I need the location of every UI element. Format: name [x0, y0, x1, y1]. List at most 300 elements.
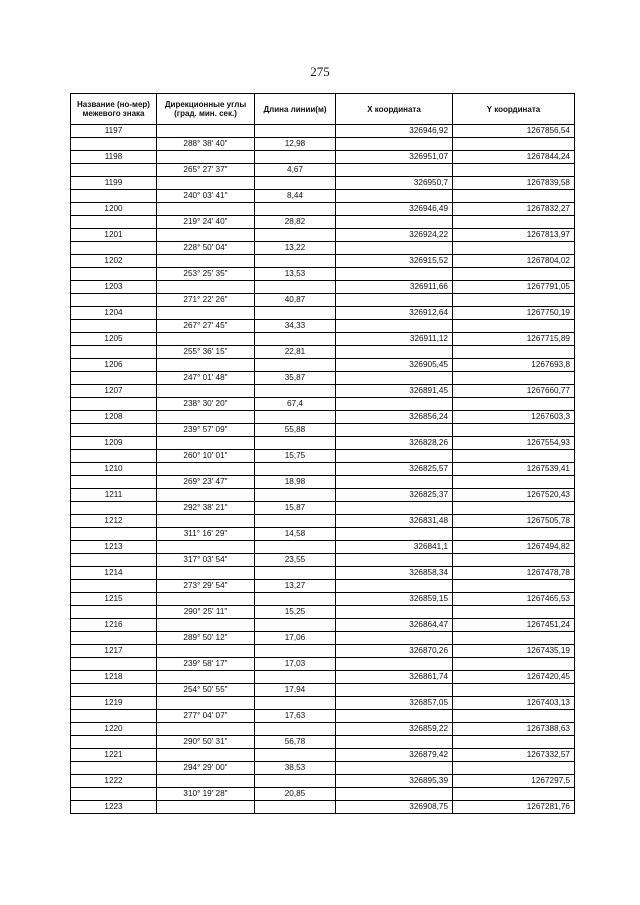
empty-cell	[255, 203, 336, 216]
y-coordinate: 1267403,13	[453, 697, 575, 710]
table-row	[71, 671, 575, 684]
line-length: 15,75	[255, 450, 336, 463]
table-row	[71, 658, 575, 671]
y-coordinate: 1267505,78	[453, 515, 575, 528]
empty-cell	[255, 645, 336, 658]
table-row	[71, 372, 575, 385]
direction-angle: 260° 10' 01"	[157, 450, 255, 463]
table-row	[71, 541, 575, 554]
point-name: 1198	[71, 151, 157, 164]
empty-cell	[71, 476, 157, 489]
line-length: 17,63	[255, 710, 336, 723]
empty-cell	[336, 268, 453, 281]
table-row	[71, 151, 575, 164]
table-row	[71, 190, 575, 203]
table-row	[71, 632, 575, 645]
table-row	[71, 697, 575, 710]
line-length: 28,82	[255, 216, 336, 229]
y-coordinate: 1267420,45	[453, 671, 575, 684]
table-row	[71, 125, 575, 138]
empty-cell	[157, 281, 255, 294]
empty-cell	[157, 203, 255, 216]
table-row	[71, 359, 575, 372]
empty-cell	[71, 606, 157, 619]
direction-angle: 271° 22' 26"	[157, 294, 255, 307]
empty-cell	[255, 801, 336, 814]
x-coordinate: 326831,48	[336, 515, 453, 528]
empty-cell	[336, 580, 453, 593]
empty-cell	[255, 515, 336, 528]
empty-cell	[336, 372, 453, 385]
point-name: 1200	[71, 203, 157, 216]
line-length: 15,25	[255, 606, 336, 619]
point-name: 1216	[71, 619, 157, 632]
empty-cell	[336, 320, 453, 333]
empty-cell	[71, 424, 157, 437]
empty-cell	[255, 359, 336, 372]
empty-cell	[157, 333, 255, 346]
line-length: 55,88	[255, 424, 336, 437]
table-row	[71, 749, 575, 762]
empty-cell	[453, 216, 575, 229]
empty-cell	[336, 762, 453, 775]
y-coordinate: 1267660,77	[453, 385, 575, 398]
table-row	[71, 281, 575, 294]
line-length: 4,67	[255, 164, 336, 177]
empty-cell	[336, 658, 453, 671]
y-coordinate: 1267844,24	[453, 151, 575, 164]
empty-cell	[336, 684, 453, 697]
empty-cell	[157, 489, 255, 502]
direction-angle: 254° 50' 55"	[157, 684, 255, 697]
empty-cell	[157, 801, 255, 814]
direction-angle: 228° 50' 04"	[157, 242, 255, 255]
x-coordinate: 326859,22	[336, 723, 453, 736]
line-length: 8,44	[255, 190, 336, 203]
empty-cell	[255, 723, 336, 736]
y-coordinate: 1267520,43	[453, 489, 575, 502]
empty-cell	[336, 450, 453, 463]
direction-angle: 292° 38' 21"	[157, 502, 255, 515]
empty-cell	[157, 177, 255, 190]
y-coordinate: 1267494,82	[453, 541, 575, 554]
empty-cell	[71, 372, 157, 385]
empty-cell	[336, 164, 453, 177]
table-row	[71, 502, 575, 515]
table-row	[71, 801, 575, 814]
direction-angle: 253° 25' 35"	[157, 268, 255, 281]
empty-cell	[336, 138, 453, 151]
y-coordinate: 1267856,54	[453, 125, 575, 138]
x-coordinate: 326891,45	[336, 385, 453, 398]
table-row	[71, 736, 575, 749]
direction-angle: 240° 03' 41"	[157, 190, 255, 203]
table-row	[71, 450, 575, 463]
empty-cell	[336, 502, 453, 515]
empty-cell	[71, 684, 157, 697]
empty-cell	[255, 177, 336, 190]
empty-cell	[71, 528, 157, 541]
empty-cell	[336, 424, 453, 437]
empty-cell	[255, 125, 336, 138]
empty-cell	[157, 723, 255, 736]
table-row	[71, 177, 575, 190]
point-name: 1199	[71, 177, 157, 190]
table-row	[71, 645, 575, 658]
empty-cell	[157, 645, 255, 658]
empty-cell	[336, 554, 453, 567]
point-name: 1208	[71, 411, 157, 424]
table-row	[71, 411, 575, 424]
line-length: 18,98	[255, 476, 336, 489]
empty-cell	[255, 463, 336, 476]
empty-cell	[255, 333, 336, 346]
direction-angle: 290° 50' 31"	[157, 736, 255, 749]
empty-cell	[453, 632, 575, 645]
table-row	[71, 320, 575, 333]
empty-cell	[336, 476, 453, 489]
empty-cell	[453, 658, 575, 671]
empty-cell	[336, 606, 453, 619]
point-name: 1210	[71, 463, 157, 476]
table-row	[71, 398, 575, 411]
empty-cell	[255, 229, 336, 242]
y-coordinate: 1267388,63	[453, 723, 575, 736]
table-row	[71, 619, 575, 632]
table-row	[71, 489, 575, 502]
point-name: 1209	[71, 437, 157, 450]
x-coordinate: 326951,07	[336, 151, 453, 164]
empty-cell	[255, 151, 336, 164]
empty-cell	[453, 372, 575, 385]
empty-cell	[157, 437, 255, 450]
table-row	[71, 606, 575, 619]
x-coordinate: 326828,26	[336, 437, 453, 450]
empty-cell	[453, 450, 575, 463]
empty-cell	[157, 749, 255, 762]
point-name: 1205	[71, 333, 157, 346]
direction-angle: 290° 25' 11"	[157, 606, 255, 619]
y-coordinate: 1267813,97	[453, 229, 575, 242]
point-name: 1219	[71, 697, 157, 710]
x-coordinate: 326841,1	[336, 541, 453, 554]
empty-cell	[453, 710, 575, 723]
empty-cell	[255, 541, 336, 554]
line-length: 67,4	[255, 398, 336, 411]
empty-cell	[255, 619, 336, 632]
line-length: 13,22	[255, 242, 336, 255]
table-row	[71, 528, 575, 541]
table-row	[71, 164, 575, 177]
empty-cell	[71, 138, 157, 151]
table-row	[71, 268, 575, 281]
empty-cell	[255, 411, 336, 424]
x-coordinate: 326946,49	[336, 203, 453, 216]
table-row	[71, 229, 575, 242]
empty-cell	[71, 398, 157, 411]
header-name: Название (но-мер) межевого знака	[71, 94, 157, 125]
empty-cell	[157, 619, 255, 632]
empty-cell	[453, 398, 575, 411]
empty-cell	[157, 541, 255, 554]
empty-cell	[453, 788, 575, 801]
empty-cell	[71, 554, 157, 567]
x-coordinate: 326950,7	[336, 177, 453, 190]
header-x: X координата	[336, 94, 453, 125]
table-row	[71, 476, 575, 489]
point-name: 1221	[71, 749, 157, 762]
empty-cell	[255, 567, 336, 580]
table-row	[71, 684, 575, 697]
table-row	[71, 723, 575, 736]
empty-cell	[157, 229, 255, 242]
empty-cell	[157, 697, 255, 710]
empty-cell	[71, 580, 157, 593]
empty-cell	[157, 385, 255, 398]
table-row	[71, 515, 575, 528]
x-coordinate: 326856,24	[336, 411, 453, 424]
x-coordinate: 326864,47	[336, 619, 453, 632]
empty-cell	[157, 125, 255, 138]
line-length: 35,87	[255, 372, 336, 385]
empty-cell	[71, 346, 157, 359]
empty-cell	[453, 502, 575, 515]
line-length: 17,03	[255, 658, 336, 671]
point-name: 1207	[71, 385, 157, 398]
empty-cell	[453, 606, 575, 619]
empty-cell	[336, 788, 453, 801]
table-row	[71, 580, 575, 593]
y-coordinate: 1267791,05	[453, 281, 575, 294]
line-length: 20,85	[255, 788, 336, 801]
line-length: 17,94	[255, 684, 336, 697]
line-length: 56,78	[255, 736, 336, 749]
table-row	[71, 346, 575, 359]
y-coordinate: 1267804,02	[453, 255, 575, 268]
table-row	[71, 138, 575, 151]
table-row	[71, 203, 575, 216]
x-coordinate: 326908,75	[336, 801, 453, 814]
empty-cell	[71, 320, 157, 333]
empty-cell	[71, 242, 157, 255]
y-coordinate: 1267750,19	[453, 307, 575, 320]
y-coordinate: 1267465,53	[453, 593, 575, 606]
empty-cell	[336, 632, 453, 645]
point-name: 1206	[71, 359, 157, 372]
point-name: 1197	[71, 125, 157, 138]
empty-cell	[157, 567, 255, 580]
empty-cell	[255, 593, 336, 606]
x-coordinate: 326946,92	[336, 125, 453, 138]
table-row	[71, 762, 575, 775]
direction-angle: 277° 04' 07"	[157, 710, 255, 723]
x-coordinate: 326895,39	[336, 775, 453, 788]
empty-cell	[336, 398, 453, 411]
table-row	[71, 437, 575, 450]
empty-cell	[453, 762, 575, 775]
line-length: 17,06	[255, 632, 336, 645]
empty-cell	[71, 710, 157, 723]
point-name: 1201	[71, 229, 157, 242]
point-name: 1212	[71, 515, 157, 528]
x-coordinate: 326857,05	[336, 697, 453, 710]
empty-cell	[255, 385, 336, 398]
empty-cell	[336, 710, 453, 723]
y-coordinate: 1267332,57	[453, 749, 575, 762]
direction-angle: 265° 27' 37"	[157, 164, 255, 177]
empty-cell	[71, 294, 157, 307]
point-name: 1214	[71, 567, 157, 580]
empty-cell	[157, 515, 255, 528]
empty-cell	[453, 242, 575, 255]
empty-cell	[71, 632, 157, 645]
x-coordinate: 326911,66	[336, 281, 453, 294]
empty-cell	[453, 320, 575, 333]
line-length: 13,53	[255, 268, 336, 281]
empty-cell	[453, 346, 575, 359]
table-row	[71, 333, 575, 346]
empty-cell	[336, 346, 453, 359]
line-length: 40,87	[255, 294, 336, 307]
header-angle: Дирекционные углы (град. мин. сек.)	[157, 94, 255, 125]
line-length: 23,55	[255, 554, 336, 567]
table-row	[71, 216, 575, 229]
empty-cell	[255, 489, 336, 502]
empty-cell	[255, 697, 336, 710]
direction-angle: 247° 01' 48"	[157, 372, 255, 385]
table-row	[71, 255, 575, 268]
x-coordinate: 326870,26	[336, 645, 453, 658]
empty-cell	[71, 164, 157, 177]
empty-cell	[157, 359, 255, 372]
point-name: 1213	[71, 541, 157, 554]
empty-cell	[255, 671, 336, 684]
empty-cell	[336, 528, 453, 541]
header-length: Длина линии(м)	[255, 94, 336, 125]
line-length: 14,58	[255, 528, 336, 541]
empty-cell	[71, 658, 157, 671]
table-row	[71, 710, 575, 723]
empty-cell	[453, 268, 575, 281]
page-number: 275	[310, 64, 330, 79]
empty-cell	[71, 736, 157, 749]
empty-cell	[157, 775, 255, 788]
table-row	[71, 593, 575, 606]
y-coordinate: 1267281,76	[453, 801, 575, 814]
point-name: 1203	[71, 281, 157, 294]
empty-cell	[453, 424, 575, 437]
empty-cell	[71, 216, 157, 229]
x-coordinate: 326911,12	[336, 333, 453, 346]
y-coordinate: 1267297,5	[453, 775, 575, 788]
point-name: 1211	[71, 489, 157, 502]
direction-angle: 311° 16' 29"	[157, 528, 255, 541]
line-length: 15,87	[255, 502, 336, 515]
empty-cell	[453, 684, 575, 697]
empty-cell	[71, 788, 157, 801]
x-coordinate: 326924,22	[336, 229, 453, 242]
empty-cell	[255, 281, 336, 294]
x-coordinate: 326905,45	[336, 359, 453, 372]
direction-angle: 269° 23' 47"	[157, 476, 255, 489]
empty-cell	[453, 554, 575, 567]
empty-cell	[255, 775, 336, 788]
empty-cell	[453, 164, 575, 177]
x-coordinate: 326859,15	[336, 593, 453, 606]
y-coordinate: 1267539,41	[453, 463, 575, 476]
empty-cell	[336, 294, 453, 307]
point-name: 1202	[71, 255, 157, 268]
point-name: 1220	[71, 723, 157, 736]
x-coordinate: 326858,34	[336, 567, 453, 580]
empty-cell	[453, 190, 575, 203]
point-name: 1222	[71, 775, 157, 788]
line-length: 34,33	[255, 320, 336, 333]
empty-cell	[336, 190, 453, 203]
x-coordinate: 326915,52	[336, 255, 453, 268]
point-name: 1223	[71, 801, 157, 814]
x-coordinate: 326879,42	[336, 749, 453, 762]
x-coordinate: 326912,64	[336, 307, 453, 320]
y-coordinate: 1267715,89	[453, 333, 575, 346]
direction-angle: 317° 03' 54"	[157, 554, 255, 567]
empty-cell	[157, 411, 255, 424]
empty-cell	[71, 268, 157, 281]
point-name: 1217	[71, 645, 157, 658]
y-coordinate: 1267554,93	[453, 437, 575, 450]
empty-cell	[71, 762, 157, 775]
direction-angle: 267° 27' 45"	[157, 320, 255, 333]
direction-angle: 289° 50' 12"	[157, 632, 255, 645]
y-coordinate: 1267603,3	[453, 411, 575, 424]
point-name: 1204	[71, 307, 157, 320]
empty-cell	[336, 736, 453, 749]
empty-cell	[157, 463, 255, 476]
point-name: 1218	[71, 671, 157, 684]
empty-cell	[157, 255, 255, 268]
empty-cell	[453, 138, 575, 151]
empty-cell	[157, 151, 255, 164]
line-length: 12,98	[255, 138, 336, 151]
empty-cell	[453, 580, 575, 593]
table-row	[71, 775, 575, 788]
point-name: 1215	[71, 593, 157, 606]
direction-angle: 239° 58' 17"	[157, 658, 255, 671]
table-header-row	[71, 94, 575, 125]
y-coordinate: 1267451,24	[453, 619, 575, 632]
direction-angle: 288° 38' 40"	[157, 138, 255, 151]
table-row	[71, 788, 575, 801]
empty-cell	[71, 190, 157, 203]
empty-cell	[453, 528, 575, 541]
empty-cell	[255, 255, 336, 268]
y-coordinate: 1267693,8	[453, 359, 575, 372]
boundary-coordinates-table	[70, 93, 575, 814]
table-row	[71, 307, 575, 320]
direction-angle: 239° 57' 09"	[157, 424, 255, 437]
table-row	[71, 463, 575, 476]
header-y: Y координата	[453, 94, 575, 125]
y-coordinate: 1267839,58	[453, 177, 575, 190]
empty-cell	[453, 736, 575, 749]
y-coordinate: 1267478,78	[453, 567, 575, 580]
table-body	[71, 125, 575, 814]
empty-cell	[336, 242, 453, 255]
table-row	[71, 242, 575, 255]
line-length: 38,53	[255, 762, 336, 775]
empty-cell	[71, 450, 157, 463]
direction-angle: 255° 36' 15"	[157, 346, 255, 359]
